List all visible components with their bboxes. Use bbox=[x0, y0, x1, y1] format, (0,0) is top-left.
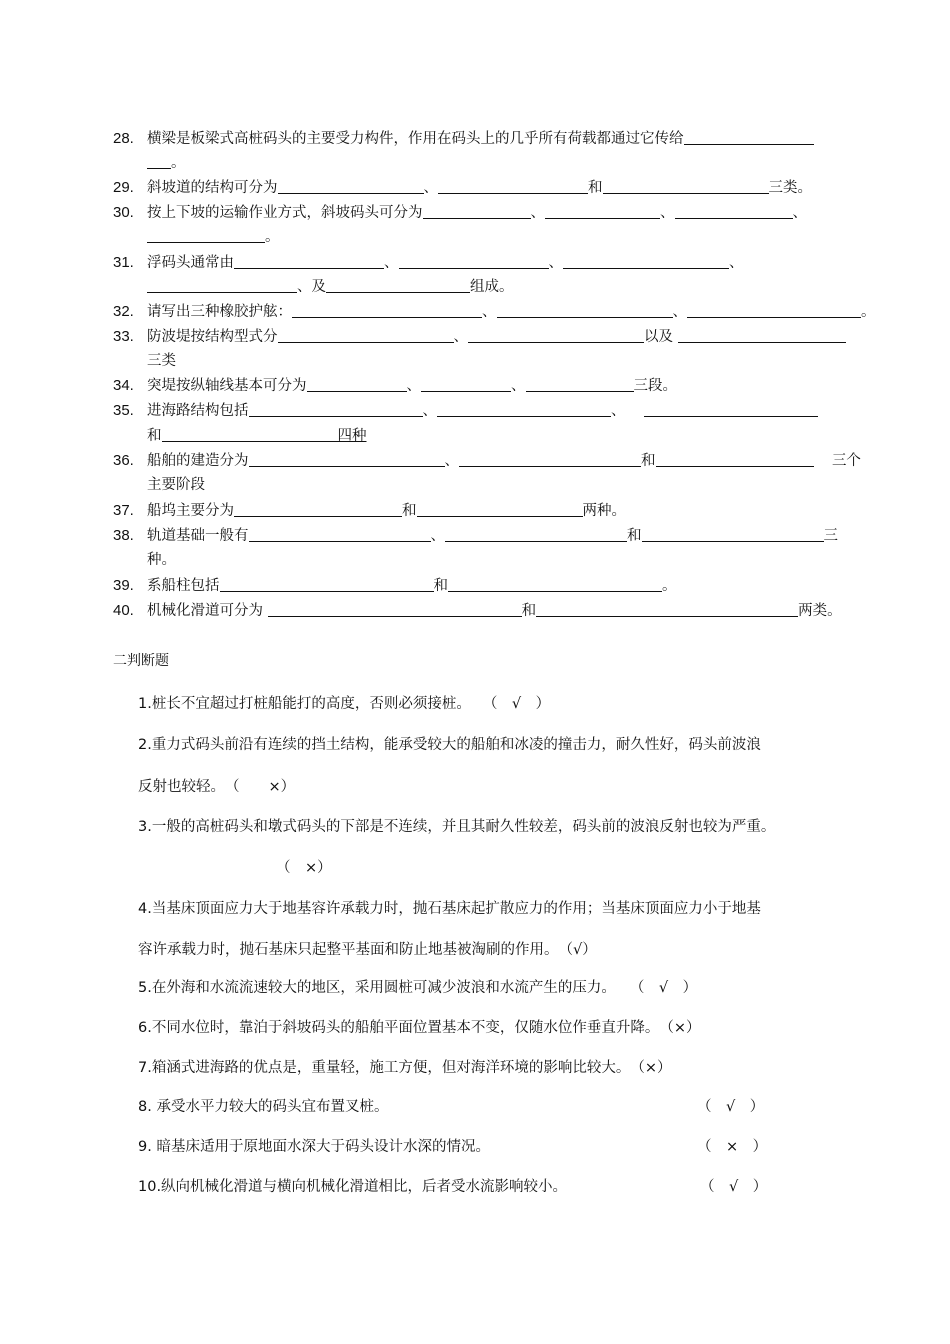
judgment-5: 5.在外海和水流流速较大的地区，采用圆桩可减少波浪和水流产生的压力。 （ √ ） bbox=[138, 977, 697, 999]
answer-blank[interactable] bbox=[536, 600, 798, 617]
answer-blank[interactable] bbox=[526, 375, 634, 392]
answer-blank[interactable] bbox=[468, 326, 644, 343]
question-29: 29. 斜坡道的结构可分为 、 和 三类。 bbox=[113, 175, 883, 201]
question-number: 33. bbox=[113, 328, 134, 345]
answer-blank[interactable] bbox=[438, 177, 588, 194]
answer-blank[interactable] bbox=[234, 252, 384, 269]
question-38: 38. 轨道基础一般有 、 和 三 bbox=[113, 523, 883, 549]
answer-blank[interactable] bbox=[249, 400, 423, 417]
answer-blank[interactable] bbox=[678, 326, 846, 343]
answer-blank[interactable] bbox=[399, 252, 549, 269]
question-32: 32. 请写出三种橡胶护舷： 、 、 。 bbox=[113, 299, 883, 325]
answer-blank[interactable] bbox=[644, 400, 818, 417]
answer-blank[interactable] bbox=[684, 128, 814, 145]
section-title: 二判断题 bbox=[113, 653, 169, 669]
question-30: 30. 按上下坡的运输作业方式，斜坡码头可分为 、 、 、 bbox=[113, 200, 883, 226]
answer-mark: （ √ ） bbox=[482, 696, 551, 712]
answer-blank[interactable] bbox=[326, 276, 470, 293]
answer-blank[interactable] bbox=[147, 276, 297, 293]
question-33: 33. 防波堤按结构型式分 、 以及 bbox=[113, 324, 883, 350]
question-number: 35. bbox=[113, 402, 134, 419]
answer-blank[interactable] bbox=[545, 202, 660, 219]
judgment-10-answer bbox=[700, 1176, 767, 1198]
judgment-9-answer bbox=[697, 1136, 767, 1158]
judgment-3: 3.一般的高桩码头和墩式码头的下部是不连续，并且其耐久性较差，码头前的波浪反射也较为严重。 bbox=[138, 819, 776, 835]
question-28-continuation: 。 bbox=[147, 151, 186, 176]
question-number: 34. bbox=[113, 377, 134, 394]
answer-blank[interactable] bbox=[563, 252, 729, 269]
judgment-1: 1.桩长不宜超过打桩船能打的高度，否则必须接桩。 （ √ ） bbox=[138, 693, 550, 715]
judgment-10: 10.纵向机械化滑道与横向机械化滑道相比，后者受水流影响较小。 bbox=[138, 1179, 568, 1195]
answer-mark: （×） bbox=[630, 1060, 672, 1076]
answer-blank[interactable] bbox=[497, 301, 673, 318]
answer-blank[interactable] bbox=[656, 450, 814, 467]
question-28: 28. 横梁是板梁式高桩码头的主要受力构件，作用在码头上的几乎所有荷载都通过它传给 bbox=[113, 126, 883, 152]
answer-mark: （ √ ） bbox=[697, 1099, 765, 1115]
answer-blank[interactable] bbox=[249, 525, 431, 542]
question-31-continuation: 、及 组成。 bbox=[147, 275, 514, 300]
answer-mark: （ ×） bbox=[276, 860, 332, 876]
judgment-3-answer bbox=[276, 857, 332, 879]
question-number: 31. bbox=[113, 254, 134, 271]
question-40: 40. 机械化滑道可分为 和 两类。 bbox=[113, 598, 883, 624]
judgment-9: 9. 暗基床适用于原地面水深大于码头设计水深的情况。 bbox=[138, 1139, 490, 1155]
answer-mark: （ × ） bbox=[697, 1139, 768, 1155]
judgment-8: 8. 承受水平力较大的码头宜布置叉桩。 bbox=[138, 1099, 389, 1115]
question-number: 36. bbox=[113, 452, 134, 469]
answer-blank[interactable] bbox=[234, 500, 402, 517]
question-number: 28. bbox=[113, 130, 134, 147]
question-31: 31. 浮码头通常由 、 、 、 bbox=[113, 250, 883, 276]
judgment-6: 6.不同水位时，靠泊于斜坡码头的船舶平面位置基本不变，仅随水位作垂直升降。（×） bbox=[138, 1017, 701, 1039]
question-34: 34. 突堤按纵轴线基本可分为 、 、 三段。 bbox=[113, 373, 883, 399]
answer-blank[interactable] bbox=[675, 202, 793, 219]
question-number: 29. bbox=[113, 179, 134, 196]
answer-blank[interactable] bbox=[445, 525, 627, 542]
answer-mark: （√） bbox=[558, 942, 597, 958]
answer-blank[interactable] bbox=[417, 500, 583, 517]
answer-blank[interactable] bbox=[147, 152, 171, 169]
question-number: 32. bbox=[113, 303, 134, 320]
question-30-continuation: 。 bbox=[147, 225, 280, 250]
answer-blank[interactable] bbox=[603, 177, 769, 194]
question-number: 39. bbox=[113, 577, 134, 594]
question-38-continuation: 种。 bbox=[147, 552, 176, 568]
answer-blank[interactable] bbox=[147, 226, 265, 243]
answer-blank[interactable] bbox=[448, 575, 662, 592]
question-35-continuation: 和 四种 bbox=[147, 424, 367, 449]
answer-blank[interactable] bbox=[421, 375, 511, 392]
answer-blank[interactable] bbox=[249, 450, 445, 467]
answer-blank[interactable] bbox=[459, 450, 641, 467]
question-35: 35. 进海路结构包括 、 、 bbox=[113, 398, 883, 424]
judgment-8-answer bbox=[697, 1096, 764, 1118]
judgment-2-continuation: 反射也较轻。（ ×） bbox=[138, 776, 295, 798]
answer-blank[interactable] bbox=[268, 600, 522, 617]
answer-blank[interactable] bbox=[437, 400, 611, 417]
answer-blank[interactable] bbox=[278, 326, 454, 343]
question-number: 40. bbox=[113, 602, 134, 619]
question-number: 38. bbox=[113, 527, 134, 544]
answer-mark: （ ×） bbox=[225, 779, 296, 795]
answer-mark: （×） bbox=[659, 1020, 701, 1036]
judgment-7: 7.箱涵式进海路的优点是，重量轻，施工方便，但对海洋环境的影响比较大。（×） bbox=[138, 1057, 672, 1079]
answer-blank[interactable] bbox=[423, 202, 531, 219]
answer-blank[interactable] bbox=[220, 575, 434, 592]
answer-blank[interactable] bbox=[278, 177, 424, 194]
question-number: 30. bbox=[113, 204, 134, 221]
question-37: 37. 船坞主要分为 和 两种。 bbox=[113, 498, 883, 524]
answer-blank[interactable] bbox=[642, 525, 824, 542]
answer-mark: （ √ ） bbox=[629, 980, 698, 996]
judgment-2: 2.重力式码头前沿有连续的挡土结构，能承受较大的船舶和冰凌的撞击力，耐久性好，码头前波浪 bbox=[138, 737, 761, 753]
judgment-4-continuation: 容许承载力时，抛石基床只起整平基面和防止地基被淘刷的作用。（√） bbox=[138, 939, 597, 961]
question-33-continuation: 三类 bbox=[147, 353, 176, 369]
answer-blank[interactable] bbox=[292, 301, 482, 318]
question-36: 36. 船舶的建造分为 、 和 三个 bbox=[113, 448, 883, 474]
question-39: 39. 系船柱包括 和 。 bbox=[113, 573, 883, 599]
answer-blank[interactable] bbox=[307, 375, 407, 392]
answer-blank[interactable] bbox=[687, 301, 861, 318]
answer-blank[interactable] bbox=[162, 425, 338, 442]
question-36-continuation: 主要阶段 bbox=[147, 477, 205, 493]
answer-mark: （ √ ） bbox=[700, 1179, 768, 1195]
question-number: 37. bbox=[113, 502, 134, 519]
judgment-4: 4.当基床顶面应力大于地基容许承载力时，抛石基床起扩散应力的作用；当基床顶面应力小于地基 bbox=[138, 901, 761, 917]
